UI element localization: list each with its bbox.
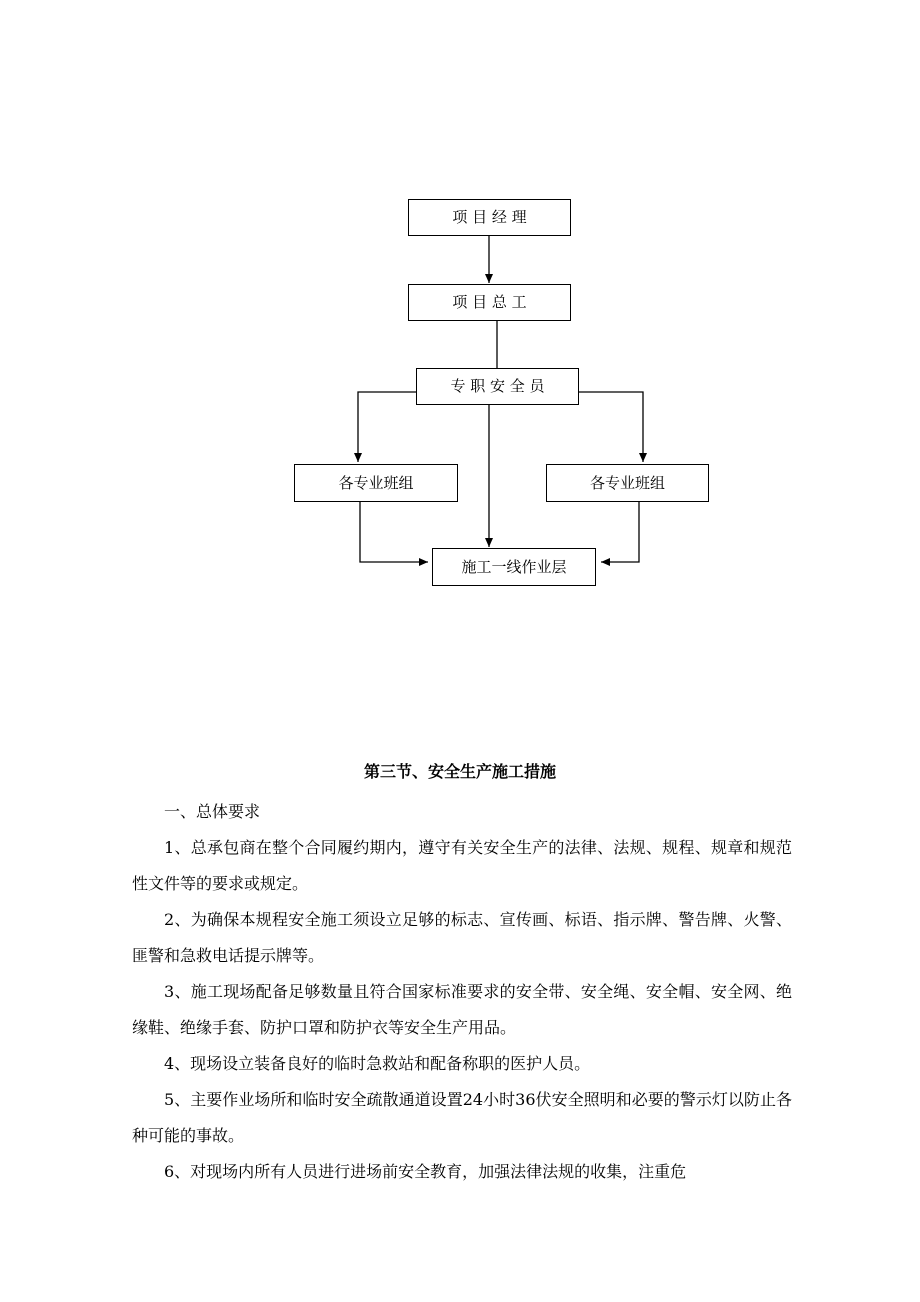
node-project-manager-label: 项 目 经 理	[452, 208, 527, 226]
section-subheading: 一、总体要求	[164, 802, 261, 821]
org-chart	[0, 0, 920, 620]
node-safety-officer	[416, 368, 579, 405]
node-safety-officer-label: 专 职 安 全 员	[450, 377, 545, 395]
connector-safety-to-team-right	[579, 392, 643, 462]
node-team-right-label: 各专业班组	[589, 473, 665, 492]
section-title: 第三节、安全生产施工措施	[363, 762, 556, 781]
paragraph-4: 4、现场设立装备良好的临时急救站和配备称职的医护人员。	[164, 1054, 591, 1073]
node-frontline	[432, 548, 596, 586]
paragraph-1: 1、总承包商在整个合同履约期内，遵守有关安全生产的法律、法规、规程、规章和规范性文件等的要求或规定。	[132, 838, 792, 893]
paragraph-5: 5、主要作业场所和临时安全疏散通道设置24小时36伏安全照明和必要的警示灯以防止各种可能的事故。	[132, 1090, 792, 1145]
node-chief-engineer	[408, 284, 571, 321]
paragraph-2: 2、为确保本规程安全施工须设立足够的标志、宣传画、标语、指示牌、警告牌、火警、匪警和急救电话提示牌等。	[132, 910, 792, 965]
section-body	[132, 794, 792, 1190]
node-chief-engineer-label: 项 目 总 工	[452, 293, 527, 311]
connector-team-right-to-frontline	[601, 502, 639, 562]
node-team-left	[294, 464, 458, 502]
node-frontline-label: 施工一线作业层	[461, 557, 567, 576]
paragraph-6: 6、对现场内所有人员进行进场前安全教育，加强法律法规的收集，注重危	[164, 1162, 687, 1181]
node-team-left-label: 各专业班组	[338, 473, 414, 492]
node-team-right	[546, 464, 709, 502]
connector-team-left-to-frontline	[360, 502, 428, 562]
connector-safety-to-team-left	[358, 392, 416, 462]
paragraph-3: 3、施工现场配备足够数量且符合国家标准要求的安全带、安全绳、安全帽、安全网、绝缘鞋、绝缘手套、防护口罩和防护衣等安全生产用品。	[132, 982, 792, 1037]
node-project-manager	[408, 199, 571, 236]
